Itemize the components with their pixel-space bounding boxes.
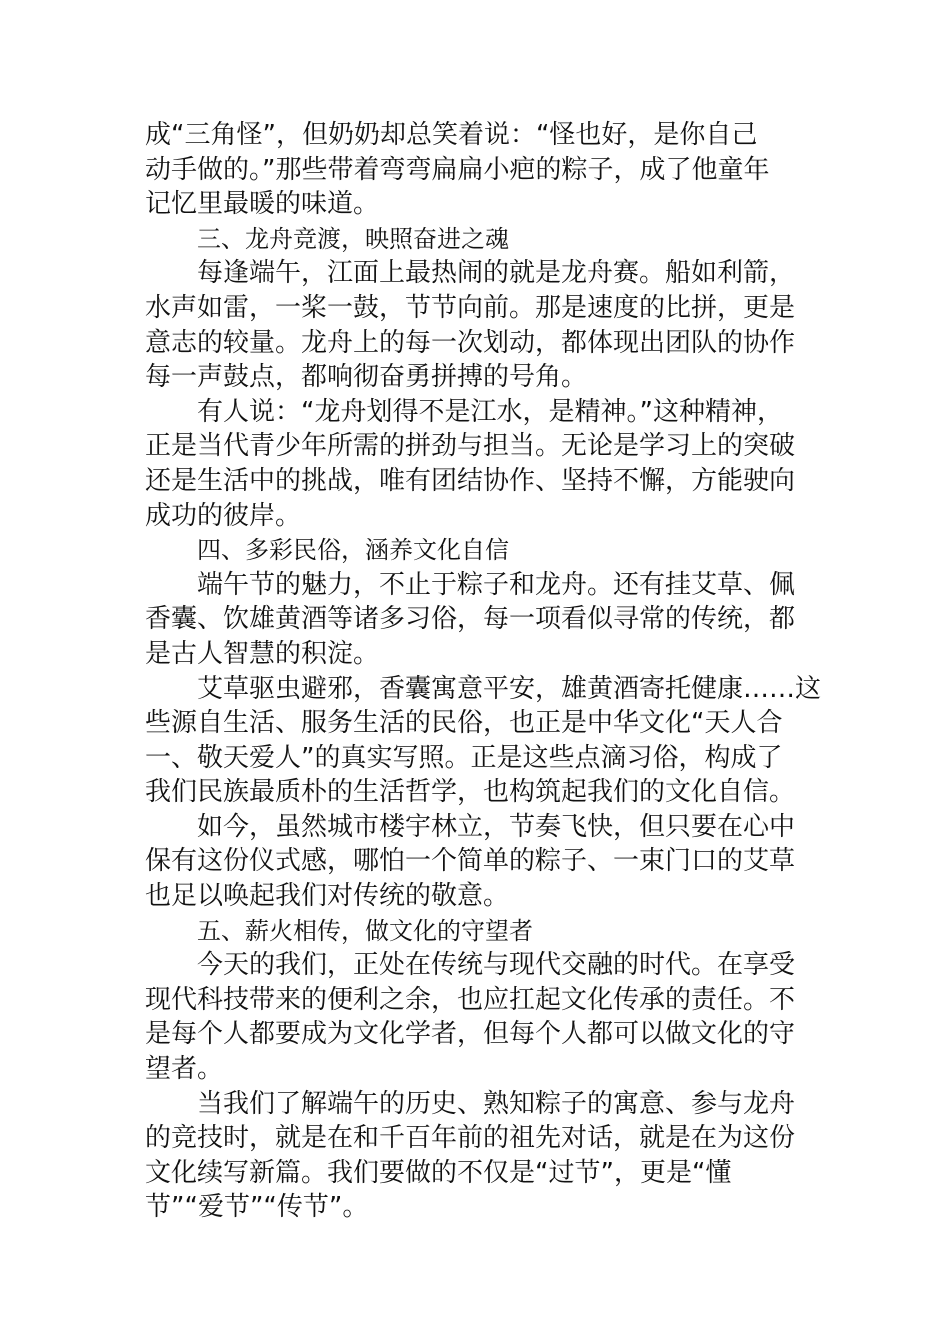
text-line: 端午节的魅力，不止于粽子和龙舟。还有挂艾草、佩: [197, 569, 796, 600]
text-line: 香囊、饮雄黄酒等诸多习俗，每一项看似寻常的传统，都: [145, 604, 796, 635]
text-line: 节”“爱节”“传节”。: [145, 1192, 369, 1223]
text-line: 当我们了解端午的历史、熟知粽子的寓意、参与龙舟: [197, 1088, 796, 1119]
text-line: 如今，虽然城市楼宇林立，节奏飞快，但只要在心中: [197, 811, 796, 842]
text-line: 是古人智慧的积淀。: [145, 638, 380, 669]
text-line: 每逢端午，江面上最热闹的就是龙舟赛。船如利箭，: [197, 258, 796, 289]
section-heading: 三、龙舟竞渡，映照奋进之魂: [197, 224, 509, 253]
text-line: 是每个人都要成为文化学者，但每个人都可以做文化的守: [145, 1019, 796, 1050]
text-line: 记忆里最暖的味道。: [145, 189, 380, 220]
section-heading: 五、薪火相传，做文化的守望者: [197, 916, 533, 945]
text-line: 也足以唤起我们对传统的敬意。: [145, 881, 510, 912]
text-line: 还是生活中的挑战，唯有团结协作、坚持不懈，方能驶向: [145, 465, 796, 496]
text-line: 今天的我们，正处在传统与现代交融的时代。在享受: [197, 950, 796, 981]
text-line: 望者。: [145, 1054, 224, 1085]
text-line: 意志的较量。龙舟上的每一次划动，都体现出团队的协作: [145, 327, 796, 358]
document-page: [145, 118, 822, 1225]
text-line: 艾草驱虫避邪，香囊寓意平安，雄黄酒寄托健康……这: [197, 673, 822, 704]
text-line: 动手做的。”那些带着弯弯扁扁小疤的粽子，成了他童年: [145, 154, 770, 185]
text-line: 成功的彼岸。: [145, 500, 302, 531]
text-line: 每一声鼓点，都响彻奋勇拼搏的号角。: [145, 362, 588, 393]
text-line: 现代科技带来的便利之余，也应扛起文化传承的责任。不: [145, 984, 796, 1015]
text-line: 我们民族最质朴的生活哲学，也构筑起我们的文化自信。: [145, 777, 796, 808]
text-line: 成“三角怪”，但奶奶却总笑着说：“怪也好，是你自己: [145, 120, 758, 150]
text-line: 文化续写新篇。我们要做的不仅是“过节”，更是“懂: [145, 1157, 732, 1188]
text-line: 些源自生活、服务生活的民俗，也正是中华文化“天人合: [145, 708, 783, 739]
text-line: 正是当代青少年所需的拼劲与担当。无论是学习上的突破: [145, 431, 796, 462]
text-line: 有人说：“龙舟划得不是江水，是精神。”这种精神，: [197, 396, 783, 427]
text-line: 的竞技时，就是在和千百年前的祖先对话，就是在为这份: [145, 1123, 796, 1154]
section-heading: 四、多彩民俗，涵养文化自信: [197, 536, 509, 565]
text-line: 一、敬天爱人”的真实写照。正是这些点滴习俗，构成了: [145, 742, 783, 773]
text-line: 水声如雷，一桨一鼓，节节向前。那是速度的比拼，更是: [145, 292, 796, 323]
text-line: 保有这份仪式感，哪怕一个简单的粽子、一束门口的艾草: [145, 846, 796, 877]
